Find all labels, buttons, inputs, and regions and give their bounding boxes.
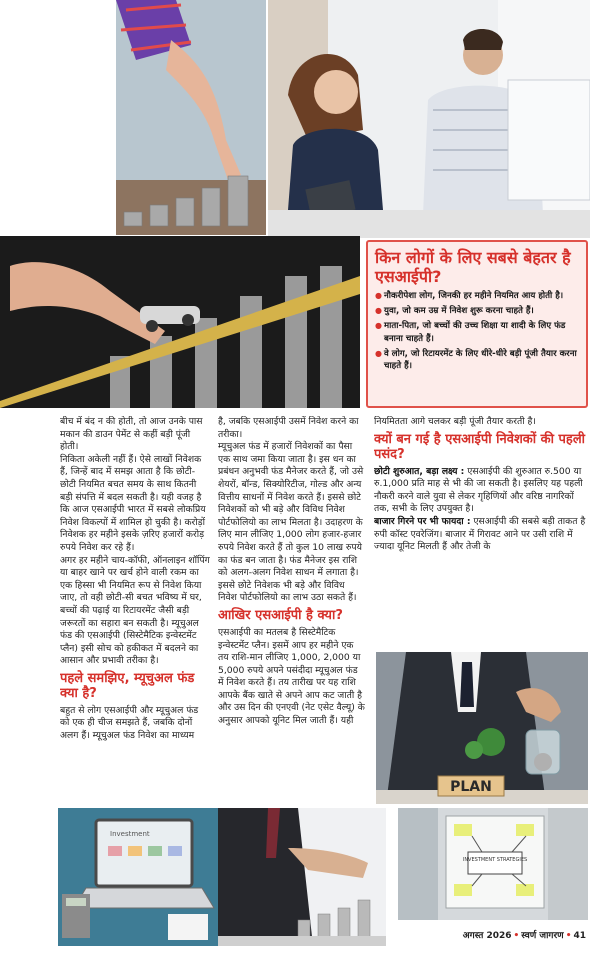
paragraph: निकिता अकेली नहीं हैं। ऐसे लाखों निवेशक हैं, जिन्हें बाद में समझ आता है कि छोटी-छोटी नियमित बचत समय के साथ कितनी बड़ी संपत्ति में बदल सकती है। यही वजह है कि आज एसआईपी भारत में सबसे लोकप्रिय निवेश विकल्पों में शामिल हो चुकी है। करोड़ों निवेशक हर महीने इसके ज़रिए हजारों करोड़ रुपये निवेश कर रहे हैं।: [60, 453, 206, 553]
footer-page-number: 41: [573, 931, 586, 941]
photo-toy-car-on-coin-ramp: [0, 236, 360, 408]
article-column-2: [218, 416, 366, 804]
photo-hand-stepping-on-coins: [116, 0, 266, 235]
sidebar-item: ● माता-पिता, जो बच्चों की उच्च शिक्षा या शादी के लिए फंड बनाना चाहते हैं।: [375, 320, 579, 344]
article-column-1: [60, 416, 210, 804]
page-footer: अगस्त 2026 • स्वर्ण जागरण • 41: [462, 931, 586, 941]
paragraph-text: एसआईपी की सबसे बड़ी ताकत है रुपी कॉस्ट एवरेजिंग। बाजार में गिरावट आने पर उसी राशि में ज्यादा यूनिट मिलती हैं और तेजी के: [374, 515, 586, 553]
paragraph: है, जबकि एसआईपी उसमें निवेश करने का तरीका।: [218, 416, 359, 440]
photo-businessman-plan-jar: [376, 652, 588, 804]
footer-brand: स्वर्ण जागरण: [521, 931, 564, 941]
paragraph: एसआईपी का मतलब है सिस्टेमैटिक इन्वेस्टमेंट प्लैन। इसमें आप हर महीने एक तय राशि-मान लीजिए 1,000, 2,000 या 5,000 रुपये अपने पसंदीदा म्यूचुअल फंड में निवेश करते हैं। तय तारीख पर यह राशि आपके बैंक खाते से अपने आप कट जाती है और उस दिन की एनएवी (नेट एसेट वैल्यू) के अनुसार आपको यूनिट मिल जाती हैं। यही: [218, 626, 365, 727]
paragraph: बहुत से लोग एसआईपी और म्यूचुअल फंड को एक ही चीज समझते हैं, जबकि दोनों अलग हैं। म्यूचुअल फंड निवेश का माध्यम: [60, 704, 199, 742]
section-heading-why-sip: क्यों बन गई है एसआईपी निवेशकों की पहली पसंद?: [374, 431, 586, 462]
laptop-screen-text: Investment: [110, 830, 150, 838]
lead-market-fall: बाजार गिरने पर भी फायदा :: [374, 515, 471, 527]
photo-businessman-coins: [218, 808, 386, 946]
board-text: INVESTMENT STRATEGIES: [462, 857, 528, 863]
photo-investment-strategies-board: [398, 808, 588, 920]
section-heading-mutual-fund: पहले समझिए, म्यूचुअल फंड क्या है?: [60, 670, 195, 701]
paragraph: म्यूचुअल फंड में हजारों निवेशकों का पैसा एक साथ जमा किया जाता है। इस धन का प्रबंधन अनुभवी फंड मैनेजर करते हैं, जो उसे शेयरों, बॉन्ड, सिक्योरिटीज, गोल्ड और अन्य वित्तीय साधनों में निवेश करते हैं। इससे छोटे निवेशकों को भी बड़े और विविध निवेश पोर्टफोलियो का लाभ मिलता है। उदाहरण के लिए मान लीजिए 1,000 लोग हजार-हजार रुपये निवेश करते हैं तो कुल 10 लाख रुपये का फंड बन जाता है। फंड मैनेजर इस राशि को अलग-अलग निवेश साधन में लगाता है। इससे छोटे निवेशक भी बड़े और विविध निवेश पोर्टफोलियो का लाभ उठा सकते हैं।: [218, 441, 364, 604]
paragraph: [374, 466, 586, 516]
paragraph: [374, 516, 586, 554]
lead-small-start: छोटी शुरुआत, बड़ा लक्ष्य :: [374, 465, 465, 477]
sidebar-item: ● वे लोग, जो रिटायरमेंट के लिए धीरे-धीरे बड़ी पूंजी तैयार करना चाहते हैं।: [375, 348, 579, 372]
paragraph-text: एसआईपी की शुरुआत रु.500 या रु.1,000 प्रति माह से भी की जा सकती है। इसलिए यह पहली नौकरी करने वाले युवा से लेकर गृहिणियों और वरिष्ठ नागरिकों तक, सभी के लिए उपयुक्त है।: [374, 465, 583, 515]
photo-couple-at-computer: [268, 0, 590, 238]
paragraph: अगर हर महीने चाय-कॉफी, ऑनलाइन शॉपिंग या बाहर खाने पर खर्च होने वाली रकम का एक हिस्सा भी नियमित रूप से निवेश किया जाए, तो वही छोटी-सी बचत भविष्य में घर, बच्चों की पढ़ाई या रिटायरमेंट जैसी बड़ी जरूरतों का सहारा बन सकती है। म्यूचुअल फंड की एसआईपी (सिस्टेमैटिक इन्वेस्टमेंट प्लैन) इसी सोच को हकीकत में बदलने का आसान और प्रभावी तरीका है।: [60, 554, 210, 667]
footer-month: अगस्त 2026: [462, 931, 512, 941]
sidebar-list: [375, 290, 579, 372]
section-heading-what-is-sip: आखिर एसआईपी है क्या?: [218, 607, 343, 623]
plan-sign-text: PLAN: [450, 779, 492, 795]
sidebar-item: ● नौकरीपेशा लोग, जिनकी हर महीने नियमित आय होती है।: [375, 290, 579, 302]
paragraph: नियमितता आगे चलकर बड़ी पूंजी तैयार करती है।: [374, 416, 536, 427]
sidebar-heading: किन लोगों के लिए सबसे बेहतर है एसआईपी?: [375, 248, 571, 286]
paragraph: बीच में बंद न की होती, तो आज उनके पास मकान की डाउन पेमेंट से कहीं बड़ी पूंजी होती।: [60, 416, 203, 453]
article-column-3: [374, 416, 586, 646]
sidebar-who-should-invest: [366, 240, 588, 408]
photo-laptop-investment: [58, 808, 218, 946]
sidebar-item: ● युवा, जो कम उम्र में निवेश शुरू करना चाहते हैं।: [375, 305, 579, 317]
